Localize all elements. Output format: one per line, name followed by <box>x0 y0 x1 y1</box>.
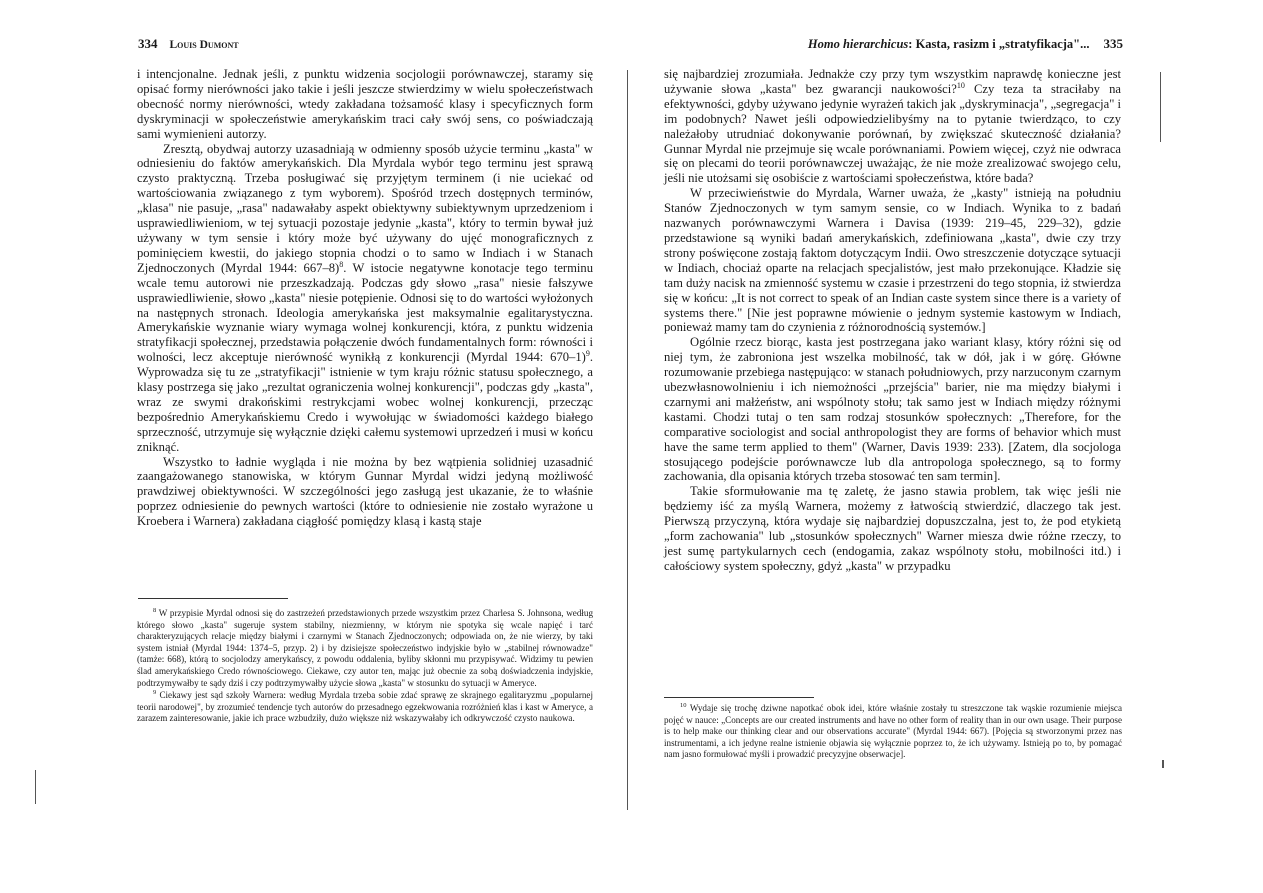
footnote-8-text: W przypisie Myrdal odnosi się do zastrzeżeń przedstawionych przede wszystkim przez Charlesa S. Johnsona, według którego słowo „kasta" sugeruje system stabilny, niezmienny, w którym nie spotyka się wcale napięć i tarć charakteryzujących relacje między białymi i czarnymi w Stanach Zjednoczonych; odpowiada on, że nie wierzy, by taki system istniał (Myrdal 1944: 1374–5, przyp. 2) i by dzisiejsze społeczeństwo indyjskie było w „stabilnej równowadze" (tamże: 668), którą to socjolodzy amerykańscy, z powodu oddalenia, byliby skłonni mu przypisywać. Widzimy tu pewien ślad amerykańskiego Credo równościowego. Ciekawe, czy autor ten, mając już obecnie za sobą doświadczenia indyjskie, podtrzymywałby te sądy dziś i czy podtrzymywałby użycie słowa „kasta" w stosunku do sytuacji w Ameryce. <box>137 608 593 688</box>
footnote-8 <box>137 608 593 689</box>
right-paragraph-1-start: się najbardziej zrozumiała. Jednakże czy przy tym wszystkim naprawdę konieczne jest używanie słowa „kasta" bez gwarancji naukowości? <box>664 67 1121 96</box>
right-footnote-rule <box>664 697 814 698</box>
right-paragraph-1-end: Czy teza ta straciłaby na efektywności, gdyby używano jedynie wyrażeń takich jak „dyskryminacja", „segregacja" i im podobnych? Nawet jeśli odpowiedzielibyśmy na to pytanie twierdząco, to czy należałoby utrudniać dokonywanie porównań, by zwiększać skuteczność działania? Gunnar Myrdal nie przejmuje się wcale porównaniami. Powiem więcej, czyż nie odwraca się on plecami do teorii porównawczej uważając, że nie może zrealizować swojego celu, jeśli nie utożsami się osobiście z wartościami społeczeństwa, które bada? <box>664 81 1121 186</box>
left-paragraph-2-end: . Wyprowadza się tu ze „stratyfikacji" istnienie w tym kraju różnic statusu społecznego, a klasy postrzega się jako „rezultat ograniczenia wolnej konkurencji", podczas gdy „kasta", wraz ze swymi drakońskimi restrykcjami wobec wolnej konkurencji, przecząc bezpośrednio Amerykańskiemu Credo i wywołując w świadomości każdego białego sprzeczność, utrzymuje się wyłącznie dzięki całemu systemowi uprzedzeń i musi w końcu zniknąć. <box>137 350 593 454</box>
margin-mark <box>35 770 36 804</box>
left-paragraph-2-middle: . W istocie negatywne konotacje tego terminu wcale temu autorowi nie przeszkadzają. Podczas gdy słowo „rasa" niesie fałszywe usprawiedliwienie, słowo „kasta" niesie potępienie. Odnosi się to do wartości wyłożonych na następnych stronach. Ideologia amerykańska jest maksymalnie egalitarystyczna. Amerykańskie wyznanie wiary wymaga wolnej konkurencji, która, z punktu widzenia stratyfikacji społecznej, przedstawia połączenie dwóch fundamentalnych form: równości i wolności, lecz akceptuje nierówność wynikłą z konkurencji (Myrdal 1944: 670–1) <box>137 260 593 365</box>
footnote-9 <box>137 690 593 725</box>
left-footnote-rule <box>138 598 288 599</box>
right-page-number: 335 <box>1103 36 1123 51</box>
right-paragraph-4: Takie sformułowanie ma tę zaletę, że jasno stawia problem, tak więc jeśli nie będziemy iść za myślą Warnera, możemy z łatwością stwierdzić, dlaczego tak jest. Pierwszą przyczyną, która wydaje się najbardziej dopuszczalna, jest to, że pod etykietą „form zachowania" lub „stosunków społecznych" Warner miesza dwie różne rzeczy, to jest sumę partykularnych cech (endogamia, zakaz wspólnoty stołu, mobilności itd.) i całościowy system społeczny, gdyż „kasta" w przypadku <box>664 484 1121 573</box>
footnote-ref-10: 10 <box>956 80 965 90</box>
left-body-text <box>137 67 593 529</box>
footnote-10-number: 10 <box>680 701 687 709</box>
left-paragraph-2-start: Zresztą, obydwaj autorzy uzasadniają w odmienny sposób użycie terminu „kasta" w odniesieniu do faktów amerykańskich. Dla Myrdala wybór tego terminu jest sprawą czysto praktyczną. Trzeba posługiwać się przyjętym terminem (i nie uciekać od wartościowania związanego z tym wyborem). Spośród trzech dostępnych terminów, „klasa" nie pasuje, „rasa" nadawałaby aspekt obiektywny subiektywnym uprzedzeniom i usprawiedliwieniom, w tej sytuacji pozostaje jedynie „kasta", który to termin bywał już używany w tym sensie i który może być używany do ujęć monograficznych z pominięciem kwestii, do jakiego stopnia chodzi o to samo w Indiach i w Stanach Zjednoczonych (Myrdal 1944: 667–8) <box>137 141 593 275</box>
right-paragraph-3: Ogólnie rzecz biorąc, kasta jest postrzegana jako wariant klasy, który różni się od niej tym, że zabroniona jest wszelka mobilność, tak w dół, jak i w górę. Główne rozumowanie przebiega następująco: w stanach południowych, przy narzuconym czarnym ubezwłasnowolnieniu i ich niemożności „przejścia" barier, nie ma między białymi i czarnymi ani małżeństw, ani wspólnoty stołu; tak samo jest w Indiach między różnymi kastami. Chodzi tutaj o ten sam rodzaj stosunków społecznych: „Therefore, for the comparative sociologist and social anthropologist they are forms of behavior which must have the same term applied to them" (Warner, Davis 1939: 233). [Zatem, dla socjologa stosującego podejście porównawcze lub dla antropologa społecznego, są to formy zachowania, dla opisania których trzeba stosować ten sam termin]. <box>664 335 1121 484</box>
right-footnotes <box>664 703 1122 762</box>
book-spine <box>627 70 628 810</box>
left-footnotes <box>137 608 593 726</box>
left-paragraph-2 <box>137 142 593 455</box>
footnote-10-text: Wydaje się trochę dziwne napotkać obok idei, które właśnie zostały tu streszczone tak wąskie rozumienie miejsca pojęć w nauce: „Concepts are our created instruments and have no other form of reality than in our own usage. Their purpose is to help make our thinking clear and our observations accurate" (Myrdal 1944: 667). [Pojęcia są stworzonymi przez nas instrumentami, a ich jedyne realne istnienie objawia się wyłącznie poprzez to, że ich używamy. Istnieją po to, by pomagać nam jasno formułować myśli i prowadzić precyzyjne obserwacje]. <box>664 703 1123 760</box>
right-paragraph-1 <box>664 67 1121 186</box>
left-page-number: 334 <box>138 36 158 51</box>
footnote-8-number: 8 <box>153 606 157 614</box>
running-title-italic: Homo hierarchicus <box>807 37 909 51</box>
footnote-10 <box>664 703 1122 761</box>
right-running-head <box>808 36 1123 52</box>
footnote-9-number: 9 <box>153 689 157 697</box>
left-page <box>0 0 630 893</box>
left-running-head <box>138 36 239 52</box>
footnote-ref-8: 8 <box>339 259 344 269</box>
running-title <box>808 37 1090 51</box>
running-title-rest: : Kasta, rasizm i „stratyfikacja"... <box>908 37 1090 51</box>
footnote-ref-9: 9 <box>585 349 590 359</box>
margin-mark <box>1162 760 1164 768</box>
footnote-9-text: Ciekawy jest sąd szkoły Warnera: według Myrdala trzeba sobie zdać sprawę ze skrajnego egalitaryzmu „popularnej teorii narodowej", by zrozumieć tendencje tych autorów do przesadnego egzekwowania rozróżnień klas i kast w Ameryce, a zarazem zainteresowanie, jakie ich prace wzbudziły, dużo większe niż wskazywałaby ich odkrywczość czysto naukowa. <box>137 690 593 724</box>
right-page <box>631 0 1263 893</box>
author-name: Louis Dumont <box>169 39 239 51</box>
margin-mark <box>1160 72 1161 142</box>
left-paragraph-1: i intencjonalne. Jednak jeśli, z punktu widzenia socjologii porównawczej, staramy się opisać formy nierówności jako takie i jeśli jeszcze stwierdzimy w wielu społeczeństwach obecność normy nierówności, wtedy zakładana tożsamość klasy i specyficznych form dyskryminacji w społeczeństwie amerykańskim traci cały swój sens, co poświadczają sami wymienieni autorzy. <box>137 67 593 141</box>
right-body-text <box>664 67 1121 574</box>
left-paragraph-3: Wszystko to ładnie wygląda i nie można by bez wątpienia solidniej uzasadnić zaangażowanego stanowiska, w którym Gunnar Myrdal widzi jedyną możliwość prawdziwej obiektywności. W szczególności jego zasługą jest ukazanie, że to właśnie poprzez odniesienie do pewnych wartości (które to odniesienie nie zostało wyrażone u Kroebera i Warnera) zakładana ciągłość pomiędzy klasą i kastą staje <box>137 454 593 529</box>
right-paragraph-2: W przeciwieństwie do Myrdala, Warner uważa, że „kasty" istnieją na południu Stanów Zjednoczonych w tym samym sensie, co w Indiach. Wynika to z badań nazwanych porównawczymi Warnera i Davisa (1939: 219–45, 229–32), gdzie przedstawione są wyniki badań amerykańskich, zdefiniowana „kasta", dwie czy trzy strony poświęcone zostają faktom dotyczącym Indii. Owo streszczenie dotyczące sytuacji w Indiach, chociaż oparte na relacjach specjalistów, jest mało przekonujące. Kładzie się tam duży nacisk na zmienność systemu w czasie i przestrzeni do tego stopnia, iż stwierdza się w końcu: „It is not correct to speak of an Indian caste system since there is a variety of systems there." [Nie jest poprawne mówienie o jednym systemie kastowym w Indiach, ponieważ mamy tam do czynienia z różnorodnością systemów.] <box>664 186 1121 335</box>
